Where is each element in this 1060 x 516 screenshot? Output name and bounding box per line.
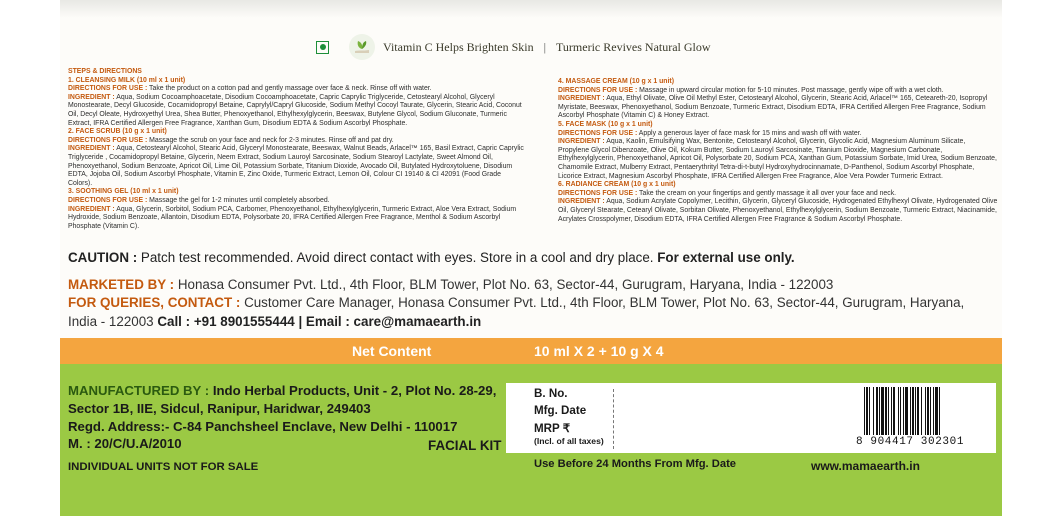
step-1-directions-text: Take the product on a cotton pad and gently massage over face & neck. Rinse off with water. bbox=[149, 85, 432, 93]
step-5-ingredients bbox=[558, 138, 998, 181]
barcode-number: 8 904417 302301 bbox=[856, 436, 965, 448]
external-use-text: For external use only. bbox=[653, 250, 795, 265]
step-6-ingredients bbox=[558, 198, 998, 224]
step-2-directions bbox=[68, 137, 526, 146]
license-number: M. : 20/C/U.A/2010 bbox=[68, 436, 182, 452]
step-4-directions-label: DIRECTIONS FOR USE : bbox=[558, 86, 638, 94]
marketed-by-text: Honasa Consumer Pvt. Ltd., 4th Floor, BLM Tower, Plot No. 63, Sector-44, Gurugram, Haryana, India - 122003 bbox=[174, 277, 834, 292]
step-5-ingredients-text: Aqua, Kaolin, Emulsifying Wax, Bentonite, Cetostearyl Alcohol, Glycerin, Glycolic Acid, Magnesium Aluminum Silicate, Propylene Glycol Dibenzoate, Olive Oil, Kokum Butter, Sodium Lauroyl Sarcosinate, Titanium Dioxide, Magnesium Carbonate, Ethylhexylglycerin, Phenoxyethanol, Apricot Oil, Polysorbate 20, Sodium PCA, Xanthan Gum, Potassium Sorbate, Imid Urea, Sodium Benzoate, Chamomile Extract, Mulberry Extract, Pentaerythrityl Tetra-di-t-butyl Hydroxyhydrocinnamate, D-Panthenol, Sodium Ascorbyl Phosphate, Licorice Extract, Magnesium Ascorbyl Phosphate, IFRA Certified Allergen Free Fragrance, Aloe Vera Powder Turmeric Extract. bbox=[558, 138, 997, 180]
step-2-directions-label: DIRECTIONS FOR USE : bbox=[68, 136, 148, 144]
batch-divider bbox=[613, 389, 614, 449]
batch-info-box bbox=[506, 383, 996, 453]
step-2-ingredients-text: Aqua, Cetostearyl Alcohol, Stearic Acid, Glyceryl Monostearate, Beeswax, Walnut Beads, Arlacel™ 165, Basil Extract, Capric Caprylic Triglyceride , Cocamidopropyl Betaine, Glycerin, Neem Extract, Sodium Lauroyl Sarcosinate, Sodium Stearoyl Lactylate, Sweet Almond Oil, Phenoxyethanol, Sodium Benzoate, Apricot Oil, Lime Oil, Potassium Sorbate, Titanium Dioxide, Avocado Oil, Butylated Hydroxytoluene, Disodium EDTA, Jojoba Oil, Sodium Ascorbyl Phosphate, Vitamin E, Zinc Oxide, Turmeric Extract, Lemon Oil, Colour CI 19140 & CI 42091 (Food Grade Colors). bbox=[68, 145, 524, 187]
step-5-directions bbox=[558, 130, 998, 139]
step-3-ingredients-text: Aqua, Glycerin, Sorbitol, Sodium PCA, Carbomer, Phenoxyethanol, Ethylhexylglycerin, Turmeric Extract, Aloe Vera Extract, Sodium Hydroxide, Sodium Benzoate, Allantoin, Disodium EDTA, Polysorbate 20, IFRA Certified Allergen Free Fragrance, Menthol & Sodium Ascorbyl Phosphate (Vitamin C). bbox=[68, 205, 517, 230]
step-1-ingredients-label: INGREDIENT : bbox=[68, 93, 115, 101]
step-4-directions-text: Massage in upward circular motion for 5-10 minutes. Post massage, gently wipe off with a wet cloth. bbox=[639, 86, 944, 94]
mrp-label: MRP ₹ bbox=[534, 422, 571, 435]
regd-address: Regd. Address:- C-84 Panchsheel Enclave, New Delhi - 110017 bbox=[68, 418, 458, 434]
caution-label: CAUTION : bbox=[68, 250, 138, 265]
step-6-ingredients-label: INGREDIENT : bbox=[558, 198, 605, 206]
step-6-directions-text: Take the cream on your fingertips and gently massage it all over your face and neck. bbox=[639, 189, 897, 197]
step-4-title: 4. MASSAGE CREAM (10 g x 1 unit) bbox=[558, 78, 675, 85]
steps-title: STEPS & DIRECTIONS bbox=[68, 68, 142, 75]
queries-label: FOR QUERIES, CONTACT : bbox=[68, 295, 241, 311]
email-value: care@mamaearth.in bbox=[349, 313, 482, 329]
step-5-ingredients-label: INGREDIENT : bbox=[558, 138, 605, 146]
tagline-separator: | bbox=[543, 39, 547, 54]
marketed-by-block bbox=[68, 276, 988, 331]
step-2-title: 2. FACE SCRUB (10 g x 1 unit) bbox=[68, 128, 167, 136]
directions-left-column bbox=[68, 68, 526, 231]
net-content-value: 10 ml X 2 + 10 g X 4 bbox=[534, 343, 664, 359]
step-4-ingredients bbox=[558, 95, 998, 121]
mfg-date-label: Mfg. Date bbox=[534, 404, 587, 417]
step-3-ingredients bbox=[68, 206, 526, 232]
step-1-title: 1. CLEANSING MILK (10 ml x 1 unit) bbox=[68, 76, 186, 84]
barcode bbox=[864, 387, 990, 435]
call-value: +91 8901555444 bbox=[190, 313, 295, 329]
caution-text: Patch test recommended. Avoid direct contact with eyes. Store in a cool and dry place. bbox=[137, 250, 654, 265]
step-6-title: 6. RADIANCE CREAM (10 g x 1 unit) bbox=[558, 181, 676, 189]
step-5-title: 5. FACE MASK (10 g x 1 unit) bbox=[558, 120, 653, 128]
step-6-directions-label: DIRECTIONS FOR USE : bbox=[558, 189, 638, 197]
step-6-directions bbox=[558, 190, 998, 199]
box-top-edge bbox=[60, 0, 1002, 18]
veg-mark-icon bbox=[316, 41, 329, 54]
step-1-ingredients-text: Aqua, Sodium Cocoamphoacetate, Disodium Cocoamphoacetate, Capric Caprylic Triglyceride, Cetostearyl Alcohol, Glyceryl Monostearate, Decyl Glucoside, Cocamidopropyl Betaine, Caprylyl/Capryl Glucoside, Sodium Methyl Cocoyl Taurate, Glycerin, Stearic Acid, Coconut Oil, Decyl Oleate, Hydroxyethyl Urea, Shea Butter, Phenoxyethanol, Ethylhexylglycerin, Beeswax, Butylene Glycol, Sodium Gluconate, Turmeric Extract, IFRA Certified Allergen Free Fragrance, Xanthan Gum, Disodium EDTA & Sodium Ascorbyl Phosphate. bbox=[68, 93, 522, 127]
step-1-directions-label: DIRECTIONS FOR USE : bbox=[68, 85, 148, 93]
step-5-directions-label: DIRECTIONS FOR USE : bbox=[558, 129, 638, 137]
step-3-directions-label: DIRECTIONS FOR USE : bbox=[68, 196, 148, 204]
net-content-bar bbox=[60, 338, 1002, 364]
step-3-directions-text: Massage the gel for 1-2 minutes until completely absorbed. bbox=[149, 196, 330, 204]
header-taglines bbox=[316, 34, 711, 60]
step-3-ingredients-label: INGREDIENT : bbox=[68, 205, 115, 213]
step-2-directions-text: Massage the scrub on your face and neck for 2-3 minutes. Rinse off and pat dry. bbox=[149, 136, 394, 144]
tagline-vitamin-c: Vitamin C Helps Brighten Skin bbox=[383, 39, 534, 54]
email-label: Email : bbox=[305, 313, 350, 329]
contact-separator: | bbox=[294, 313, 306, 329]
queries-line bbox=[68, 294, 988, 331]
batch-number-label: B. No. bbox=[534, 387, 568, 400]
barcode-stripe bbox=[940, 387, 942, 435]
product-box-panel bbox=[60, 0, 1002, 516]
mrp-tax-note: (Incl. of all taxes) bbox=[534, 436, 604, 446]
step-4-ingredients-text: Aqua, Ethyl Olivate, Olive Oil Methyl Ester, Cetostearyl Alcohol, Glycerin, Stearic Acid, Arlacel™ 165, Ceteareth-20, Isopropyl Myristate, Beeswax, Phenoxyethanol, Sodium Benzoate, Turmeric Extract, Disodium EDTA, IFRA Certified Allergen Free Fragrance, Sodium Ascorbyl Phosphate (Vitamin C) & Honey Extract. bbox=[558, 95, 988, 120]
step-5-directions-text: Apply a generous layer of face mask for 15 mins and wash off with water. bbox=[638, 129, 862, 137]
units-not-for-sale: INDIVIDUAL UNITS NOT FOR SALE bbox=[68, 461, 259, 473]
step-4-ingredients-label: INGREDIENT : bbox=[558, 95, 605, 103]
step-2-ingredients-label: INGREDIENT : bbox=[68, 145, 115, 153]
manufactured-by-label: MANUFACTURED BY : bbox=[68, 383, 210, 398]
marketed-by-label: MARKETED BY : bbox=[68, 277, 175, 292]
step-6-ingredients-text: Aqua, Sodium Acrylate Copolymer, Lecithin, Glycerin, Glyceryl Glucoside, Hydrogenated Ethylhexyl Olivate, Hydrogenated Olive Oil, Glyceryl Stearate, Cetearyl Olivate, Sorbitan Olivate, Phenoxyethanol, Ethylhexylglycerin, Sodium Benzoate, Turmeric Extract, Niacinamide, Acrylates Crosspolymer, Disodium EDTA, IFRA Certified Allergen Free Fragrance & Sodium Ascorbyl Phosphate. bbox=[558, 198, 998, 223]
step-1-directions bbox=[68, 85, 526, 94]
step-3-title: 3. SOOTHING GEL (10 ml x 1 unit) bbox=[68, 188, 179, 196]
tagline-turmeric: Turmeric Revives Natural Glow bbox=[556, 39, 711, 54]
directions-columns bbox=[68, 68, 998, 231]
queries-text: Customer Care Manager, Honasa Consumer Pvt. Ltd., 4th Floor, BLM Tower, Plot No. 63, Sector-44, Gurugram, Haryana, India - 122003 bbox=[68, 295, 965, 329]
step-3-directions bbox=[68, 197, 526, 206]
hand-leaf-icon bbox=[349, 34, 375, 60]
marketed-by-line bbox=[68, 276, 988, 294]
website-text: www.mamaearth.in bbox=[811, 459, 920, 473]
directions-right-column bbox=[558, 78, 998, 231]
step-4-directions bbox=[558, 87, 998, 96]
net-content-label: Net Content bbox=[352, 343, 432, 359]
step-1-ingredients bbox=[68, 94, 526, 128]
step-2-ingredients bbox=[68, 145, 526, 188]
caution-line bbox=[68, 250, 795, 265]
manufactured-by-text: Indo Herbal Products, Unit - 2, Plot No. 28-29, Sector 1B, IIE, Sidcul, Ranipur, Haridwar, 249403 bbox=[68, 383, 497, 416]
facial-kit-label: FACIAL KIT bbox=[428, 438, 502, 453]
use-before-text: Use Before 24 Months From Mfg. Date bbox=[534, 458, 737, 470]
call-label: Call : bbox=[153, 313, 191, 329]
